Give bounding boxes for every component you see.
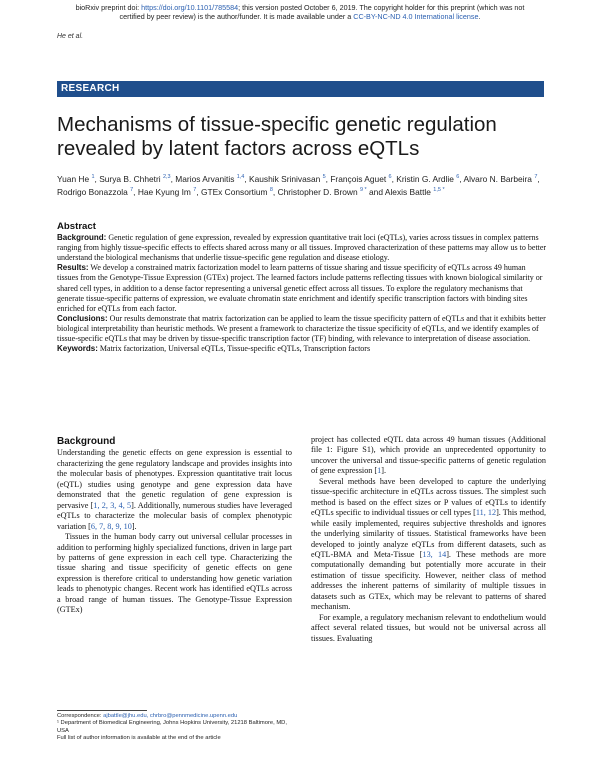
banner-suffix: ; this version posted October 6, 2019. The copyright holder for this preprint (which was not — [238, 3, 525, 12]
author-separator: , — [133, 187, 138, 198]
text-run: ]. These methods are more computationally demanding but potentially more accurate in their estimation of tissue specificity. However, neither class of method addresses the inherent patterns of similarity of multiple tissues in datasets such as GTEx, which may be relevant to patterns of shared mechanism. — [311, 549, 547, 612]
background-paragraph-2: Tissues in the human body carry out universal cellular processes in addition to performing highly specialized functions, driven in large part by patterns of gene expression in each cell type. Characterizing the tissue sharing and tissue specificity of genetic effects on gene expression is therefore critical to understanding how genetic variation leads to phenotypic changes. Recent work has identified eQTLs across a broad range of human tissues. The Genotype-Tissue Expression (GTEx) — [57, 532, 292, 615]
background-paragraph-1 — [57, 448, 292, 532]
text-run: ]. — [381, 466, 387, 476]
text-run: Understanding the genetic effects on gene expression is essential to characterizing the gene regulatory landscape and provides insights into the molecular basis of phenotypes. Expression quantitative trait locus (eQTL) studies using genotype and gene expression data have demonstrated that the genetic regulation of gene expression is pervasive [ — [57, 448, 292, 510]
author-separator: and — [366, 187, 385, 198]
abstract-results — [57, 263, 547, 313]
citation-link[interactable]: 6, 7, 8, 9, 10 — [90, 521, 132, 531]
author-separator: , — [537, 173, 540, 184]
abstract-keywords-label: Keywords: — [57, 344, 98, 354]
body-column-left — [57, 437, 292, 616]
citation-link[interactable]: 1 — [377, 466, 382, 476]
correspondence — [57, 713, 293, 720]
paper-title: Mechanisms of tissue-specific genetic regulation revealed by latent factors across eQTLs — [57, 113, 497, 160]
author-affiliation-mark[interactable]: 7 — [130, 187, 134, 194]
banner-line2-suffix: . — [478, 12, 481, 21]
author-separator: , — [244, 173, 250, 184]
author-separator: , — [325, 173, 331, 184]
citation-link[interactable]: 1, 2, 3, 4, 5 — [93, 500, 132, 510]
author-affiliation-mark[interactable]: 6 — [388, 174, 392, 180]
author-separator: , — [459, 173, 464, 184]
abstract-results-text: We develop a constrained matrix factorization model to learn patterns of tissue sharing and tissue specificity of eQTLs across 49 human tissues from the Genotype-Tissue Expression (GTEx) project. The learned factors include patterns reflecting tissues with known biological similarity or shared cell types, in addition to a dense factor representing a universal genetic effect across all tissues. To explore the regulatory mechanisms that generate tissue-specific patterns of expression, we evaluate chromatin state enrichment and identify specific transcription factors with binding sites enriched for eQTLs from each factor. — [57, 263, 543, 313]
background-heading: Background — [57, 436, 116, 447]
background-paragraph-5: For example, a regulatory mechanism relevant to endothelium would affect several related tissues, but would not be universal across all tissues. Evaluating — [311, 612, 546, 643]
author-name: Christopher D. Brown — [277, 187, 358, 198]
abstract-conclusions-label: Conclusions: — [57, 313, 108, 323]
footnote-rule — [57, 710, 147, 711]
author-name: Alvaro N. Barbeira — [463, 173, 532, 184]
citation-link[interactable]: 11, 12 — [475, 508, 497, 518]
author-name: Kaushik Srinivasan — [249, 173, 321, 184]
abstract-heading: Abstract — [57, 221, 96, 232]
preprint-banner — [50, 3, 550, 21]
text-run: Several methods have been developed to capture the underlying tissue-specific architecture in eQTLs across tissues. The simplest such method is based on the effect sizes or P values of eQTLs to identify eQTLs specific to individual tissues or cell types [ — [311, 476, 546, 518]
banner-prefix: bioRxiv preprint doi: — [75, 3, 142, 12]
correspondence-label: Correspondence: — [57, 713, 104, 719]
author-name: Marios Arvanitis — [175, 173, 235, 184]
author-name: Kristin G. Ardlie — [396, 173, 454, 184]
author-info-note: Full list of author information is available at the end of the article — [57, 735, 221, 742]
author-separator: , — [272, 187, 278, 198]
author-separator: , — [170, 173, 176, 184]
author-separator: , — [391, 173, 397, 184]
citation-link[interactable]: 13, 14 — [422, 549, 447, 559]
author-name: Rodrigo Bonazzola — [57, 187, 128, 198]
abstract-keywords — [57, 344, 547, 354]
abstract-background-label: Background: — [57, 233, 107, 243]
doi-link[interactable]: https://doi.org/10.1101/785584 — [141, 3, 239, 12]
author-name: Yuan He — [57, 173, 90, 184]
author-name: Hae Kyung Im — [137, 187, 191, 198]
text-run: ]. This method, while easily implemented, requires subjective thresholds and ignores the underlying similarity of tissues. Statistical frameworks have been developed to jointly analyze eQTLs from different datasets, such as eQTL-BMA and Meta-Tissue [ — [311, 508, 546, 559]
author-affiliation-mark[interactable]: 1,5 * — [433, 187, 445, 194]
text-run: ]. Additionally, numerous studies have leveraged eQTLs to characterize the molecular basis of complex phenotypic variation [ — [57, 500, 292, 531]
text-run: project has collected eQTL data across 49 human tissues (Additional file 1: Figure S1), which provide an unprecedented opportunity to uncover the universal and tissue-specific patterns of genetic regulation of gene expression [ — [311, 435, 546, 476]
author-affiliation-mark[interactable]: 1 — [91, 174, 95, 180]
affiliation-1: ¹ Department of Biomedical Engineering, Johns Hopkins University, 21218 Baltimore, MD, USA — [57, 720, 287, 734]
author-separator: , — [196, 187, 201, 198]
author-affiliation-mark[interactable]: 7 — [193, 187, 197, 194]
footnotes — [57, 713, 293, 743]
author-affiliation-mark[interactable]: 7 — [534, 174, 538, 180]
author-list — [57, 172, 547, 199]
abstract-results-label: Results: — [57, 263, 89, 273]
text-run: ]. — [131, 521, 137, 531]
abstract-background-text: Genetic regulation of gene expression, revealed by expression quantitative trait loci (eQTLs), varies across tissues in complex patterns ranging from highly tissue-specific effects to effects shared across many or all tissues. Improved characterization of these patterns may allow us to better understand the biological mechanisms that underlie tissue-specific gene regulation and disease etiology. — [57, 233, 547, 263]
body-column-right — [311, 435, 546, 644]
background-paragraph-3 — [311, 435, 546, 477]
author-affiliation-mark[interactable]: 1,4 — [236, 174, 245, 180]
correspondence-email-link[interactable]: ajbattle@jhu.edu, chrbro@pennmedicine.upenn.edu — [103, 713, 238, 719]
author-affiliation-mark[interactable]: 2,3 — [162, 174, 171, 180]
author-affiliation-mark[interactable]: 9 * — [359, 187, 367, 194]
section-label: RESEARCH — [57, 81, 544, 97]
abstract — [57, 222, 547, 354]
author-separator: , — [94, 173, 100, 184]
abstract-background — [57, 233, 547, 263]
background-paragraph-4 — [311, 477, 546, 613]
author-name: Surya B. Chhetri — [99, 173, 161, 184]
author-affiliation-mark[interactable]: 5 — [322, 174, 326, 180]
license-link[interactable]: CC-BY-NC-ND 4.0 International license — [353, 12, 479, 21]
author-affiliation-mark[interactable]: 8 — [269, 187, 273, 194]
author-affiliation-mark[interactable]: 6 — [456, 174, 460, 180]
abstract-keywords-text: Matrix factorization, Universal eQTLs, Tissue-specific eQTLs, Transcription factors — [97, 344, 371, 354]
author-name: Alexis Battle — [384, 187, 431, 198]
abstract-conclusions — [57, 314, 547, 344]
banner-line2-prefix: certified by peer review) is the author/funder. It is made available under a — [119, 12, 354, 21]
author-name: François Aguet — [330, 173, 387, 184]
author-name: GTEx Consortium — [200, 187, 268, 198]
abstract-conclusions-text: Our results demonstrate that matrix factorization can be applied to learn the tissue specificity pattern of eQTLs and that it exhibits better biological interpretability than heuristic methods. We present a framework to characterize the tissue specificity of eQTLs, and we identify examples of tissue-specific eQTLs that may be driven by tissue-specific transcription factor (TF) binding, with relevance to interpretation of disease association. — [57, 313, 546, 344]
running-head: He et al. — [57, 33, 84, 40]
